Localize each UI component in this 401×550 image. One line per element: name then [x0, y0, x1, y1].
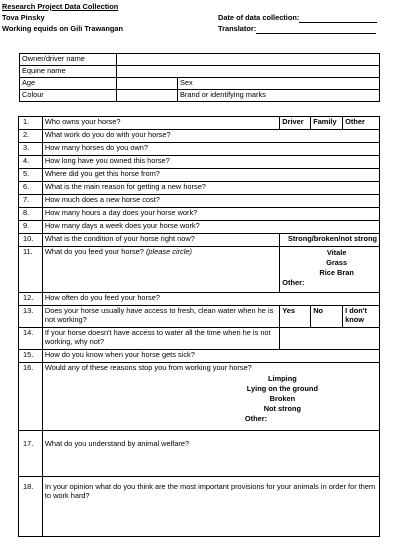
- option-vitale[interactable]: Vitale: [326, 248, 347, 257]
- profile-row: [20, 78, 380, 90]
- translator-line: [256, 25, 376, 34]
- option-other[interactable]: Other: [343, 117, 380, 130]
- question-text: If your horse doesn't have access to water all the time when he is not working, why not?: [42, 328, 279, 350]
- question-cell: [42, 363, 379, 431]
- question-row: [19, 350, 380, 363]
- question-number: 13.: [19, 306, 43, 328]
- colour-field[interactable]: [117, 90, 178, 102]
- question-number: 15.: [19, 350, 43, 363]
- question-text: Does your horse usually have access to fresh, clean water when he is not working?: [42, 306, 279, 328]
- question-number: 3.: [19, 143, 43, 156]
- question-text[interactable]: How many hours a day does your horse work?: [42, 208, 379, 221]
- question-text: What is the condition of your horse right now?: [42, 234, 279, 247]
- question-text: Who owns your horse?: [42, 117, 279, 130]
- question-row: [19, 328, 380, 350]
- age-label: Age: [20, 78, 117, 90]
- question-text[interactable]: How often do you feed your horse?: [42, 293, 379, 306]
- colour-label: Colour: [20, 90, 117, 102]
- question-number: 18.: [19, 477, 43, 537]
- feed-options: [280, 247, 380, 293]
- question-text: [42, 247, 279, 293]
- question-row: [19, 306, 380, 328]
- question-row: [19, 117, 380, 130]
- question-number: 6.: [19, 182, 43, 195]
- question-row: [19, 234, 380, 247]
- question-row: [19, 156, 380, 169]
- question-text[interactable]: How many horses do you own?: [42, 143, 379, 156]
- option-limping[interactable]: Limping: [268, 374, 297, 383]
- question-row: [19, 363, 380, 431]
- date-field[interactable]: [218, 12, 377, 23]
- option-family[interactable]: Family: [311, 117, 343, 130]
- question-number: 4.: [19, 156, 43, 169]
- option-other[interactable]: Other:: [282, 278, 305, 287]
- option-no[interactable]: No: [311, 306, 343, 328]
- doc-title: Research Project Data Collection: [2, 2, 119, 11]
- profile-row: [20, 90, 380, 102]
- question-text: Would any of these reasons stop you from working your horse?: [44, 363, 252, 372]
- questions-table: [18, 116, 380, 537]
- question-row: [19, 143, 380, 156]
- question-row: [19, 208, 380, 221]
- question-text[interactable]: How do you know when your horse gets sick?: [42, 350, 379, 363]
- question-text[interactable]: How long have you owned this horse?: [42, 156, 379, 169]
- author-name: Tova Pinsky: [2, 13, 45, 22]
- option-driver[interactable]: Driver: [280, 117, 311, 130]
- brand-label: Brand or identifying marks: [178, 90, 380, 102]
- date-label: Date of data collection:: [218, 13, 300, 22]
- profile-row: [20, 54, 380, 66]
- question-text[interactable]: What do you understand by animal welfare?: [42, 431, 379, 477]
- question-number: 8.: [19, 208, 43, 221]
- option-broken[interactable]: Broken: [269, 394, 296, 403]
- owner-label: Owner/driver name: [20, 54, 117, 66]
- question-row: [19, 221, 380, 234]
- question-row: [19, 431, 380, 477]
- reason-options: [205, 374, 360, 414]
- option-yes[interactable]: Yes: [280, 306, 311, 328]
- equine-label: Equine name: [20, 66, 117, 78]
- translator-label: Translator:: [218, 24, 257, 33]
- option-dont-know[interactable]: I don't know: [343, 306, 380, 328]
- question-row: [19, 169, 380, 182]
- question-text[interactable]: Where did you get this horse from?: [42, 169, 379, 182]
- condition-options[interactable]: Strong/broken/not strong: [280, 234, 380, 247]
- option-not-strong[interactable]: Not strong: [263, 404, 302, 413]
- question-text[interactable]: How much does a new horse cost?: [42, 195, 379, 208]
- question-number: 12.: [19, 293, 43, 306]
- option-grass[interactable]: Grass: [326, 258, 348, 267]
- translator-field[interactable]: [218, 23, 376, 34]
- question-number: 17.: [19, 431, 43, 477]
- question-number: 16.: [19, 363, 43, 431]
- question-text[interactable]: What is the main reason for getting a new horse?: [42, 182, 379, 195]
- project-name: Working equids on Gili Trawangan: [2, 24, 123, 33]
- question-text[interactable]: In your opinion what do you think are the most important provisions for your animals in order for them to work hard?: [42, 477, 379, 537]
- question-row: [19, 182, 380, 195]
- question-row: [19, 477, 380, 537]
- option-rice-bran[interactable]: Rice Bran: [319, 268, 354, 277]
- question-text-main: What do you feed your horse?: [44, 247, 144, 256]
- question-row: [19, 293, 380, 306]
- sex-label: Sex: [178, 78, 380, 90]
- question-row: [19, 195, 380, 208]
- question-row: [19, 130, 380, 143]
- question-text[interactable]: How many days a week does your horse work?: [42, 221, 379, 234]
- answer-field[interactable]: [280, 328, 380, 350]
- question-row: [19, 247, 380, 293]
- owner-field[interactable]: [117, 54, 380, 66]
- question-number: 1.: [19, 117, 43, 130]
- profile-row: [20, 66, 380, 78]
- profile-table: [19, 53, 380, 102]
- date-line: [299, 14, 377, 23]
- option-other[interactable]: Other:: [244, 414, 268, 423]
- question-number: 2.: [19, 130, 43, 143]
- question-number: 11.: [19, 247, 43, 293]
- question-note: (please circle): [145, 247, 192, 256]
- question-number: 10.: [19, 234, 43, 247]
- equine-field[interactable]: [117, 66, 380, 78]
- age-field[interactable]: [117, 78, 178, 90]
- question-number: 5.: [19, 169, 43, 182]
- question-text[interactable]: What work do you do with your horse?: [42, 130, 379, 143]
- question-number: 7.: [19, 195, 43, 208]
- option-lying[interactable]: Lying on the ground: [246, 384, 318, 393]
- question-number: 9.: [19, 221, 43, 234]
- question-number: 14.: [19, 328, 43, 350]
